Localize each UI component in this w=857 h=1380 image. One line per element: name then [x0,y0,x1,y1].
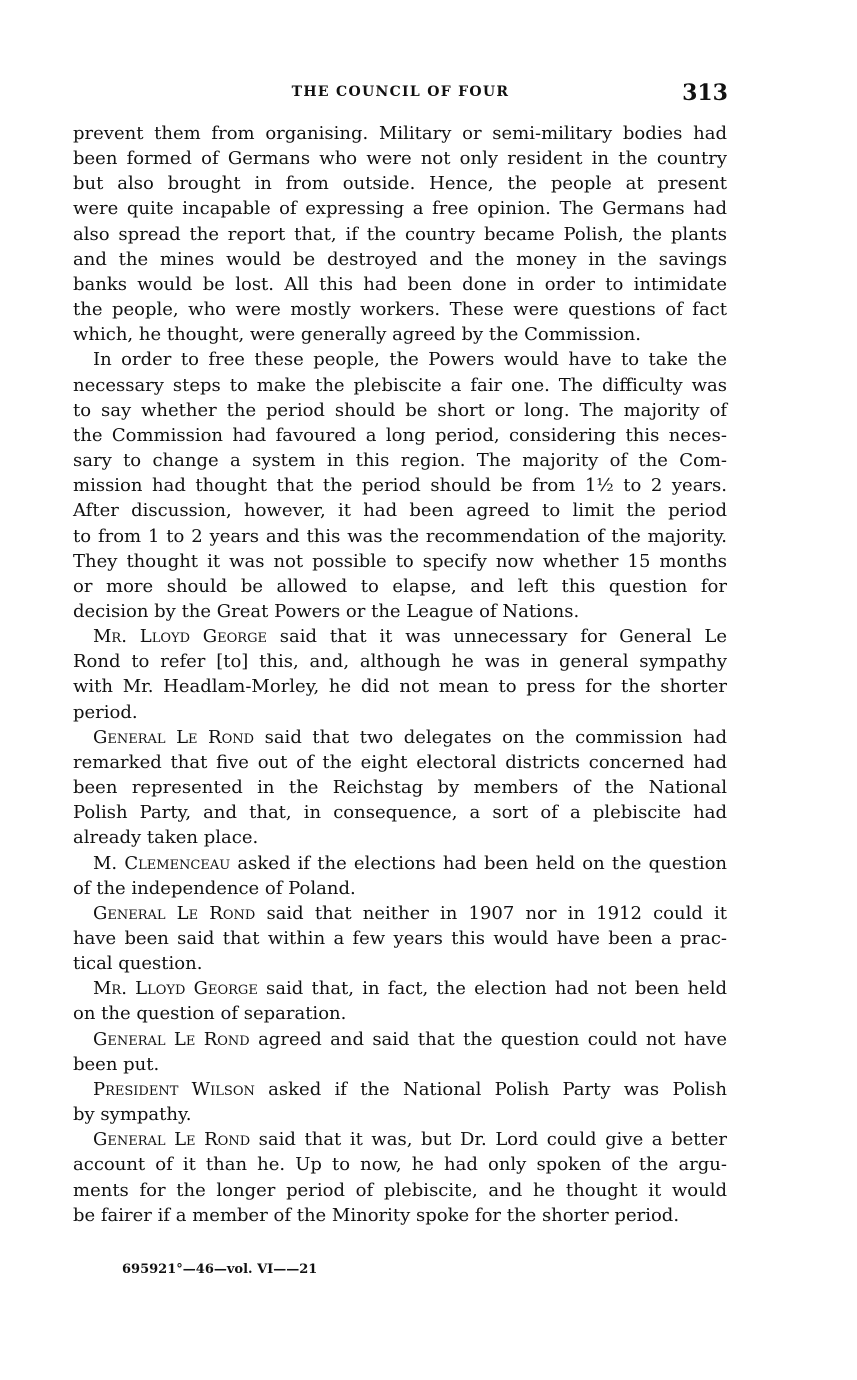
speaker-name: General Le Rond [93,1129,251,1151]
printer-signature: 695921°—46—vol. VI——21 [122,1262,318,1277]
text-line: necessary steps to make the plebiscite a fair one. The difficulty was [73,374,727,396]
text-line [73,1027,727,1052]
text-run: said that it was unnecessary for General Le [266,626,727,648]
running-title: THE COUNCIL OF FOUR [291,84,510,100]
text-line: have been said that within a few years this would have been a prac- [73,928,727,949]
paragraph [73,347,727,624]
text-line: In order to free these people, the Powers would have to take the [93,349,727,371]
text-line [73,976,727,1001]
text-line: banks would be lost. All this had been done in order to intimidate [73,273,727,295]
paragraph [73,976,727,1026]
text-line: After discussion, however, it had been agreed to limit the period [73,500,727,522]
text-run: said that it was, but Dr. Lord could give a better [250,1129,727,1151]
text-line: be fairer if a member of the Minority spoke for the shorter period. [73,1204,680,1226]
speaker-name: General Le Rond [93,902,256,924]
text-run: asked if the National Polish Party was Polish [254,1078,728,1100]
text-line: of the independence of Poland. [73,877,356,899]
page-number: 313 [682,80,728,106]
text-line: been put. [73,1053,160,1075]
text-line: which, he thought, were generally agreed by the Commission. [73,324,641,346]
text-line: period. [73,701,138,723]
text-run: said that, in fact, the election had not been held [257,978,727,1000]
text-line [73,624,727,649]
paragraph [73,624,727,725]
text-line: sary to change a system in this region. The majority of the Com- [73,450,727,472]
speaker-name: Mr. Lloyd George [93,626,267,648]
text-line: and the mines would be destroyed and the money in the savings [73,248,727,270]
text-run: said that two delegates on the commission had [254,726,728,748]
text-run: M. [93,852,125,874]
text-line: or more should be allowed to elapse, and left this question for [73,575,727,597]
body-text [73,121,727,1228]
text-line: the Commission had favoured a long period, considering this neces- [73,424,727,446]
text-line: to from 1 to 2 years and this was the recommendation of the majority. [73,525,727,547]
text-line: decision by the Great Powers or the League of Nations. [73,600,580,622]
text-line: account of it than he. Up to now, he had only spoken of the argu- [73,1154,727,1176]
text-line: to say whether the period should be short or long. The majority of [73,399,727,421]
speaker-name: Mr. Lloyd George [93,978,258,1000]
text-line: remarked that five out of the eight electoral districts concerned had [73,751,727,773]
text-line: already taken place. [73,827,259,849]
running-header [73,80,728,108]
text-line: mission had thought that the period should be from 1½ to 2 years. [73,475,727,497]
text-line: were quite incapable of expressing a free opinion. The Germans had [73,198,727,220]
text-line [73,851,727,876]
paragraph [73,1027,727,1077]
speaker-name: President Wilson [93,1078,255,1100]
text-line: but also brought in from outside. Hence, the people at present [73,173,727,195]
paragraph [73,1127,727,1228]
paragraph [73,1077,727,1127]
text-line: on the question of separation. [73,1003,347,1025]
text-line: tical question. [73,953,203,975]
paragraph [73,725,727,851]
text-line: ments for the longer period of plebiscite, and he thought it would [73,1179,727,1201]
text-line: They thought it was not possible to specify now whether 15 months [73,550,727,572]
text-line: been formed of Germans who were not only resident in the country [73,148,727,170]
text-run: agreed and said that the question could not have [249,1028,728,1050]
text-run: said that neither in 1907 nor in 1912 could it [255,902,728,924]
paragraph [73,901,727,976]
paragraph [73,121,727,347]
text-line [73,901,727,926]
text-line: with Mr. Headlam-Morley, he did not mean to press for the shorter [73,676,727,698]
text-line [73,1127,727,1152]
text-line: by sympathy. [73,1104,192,1126]
speaker-name: General Le Rond [93,1028,250,1050]
text-line: the people, who were mostly workers. These were questions of fact [73,299,727,321]
text-line [73,725,727,750]
text-line: prevent them from organising. Military or semi-military bodies had [73,123,727,144]
text-line: been represented in the Reichstag by members of the National [73,777,727,799]
text-line: also spread the report that, if the country became Polish, the plants [73,223,727,245]
text-line [73,1077,727,1102]
text-line: Rond to refer [to] this, and, although he was in general sympathy [73,651,727,673]
paragraph [73,851,727,901]
speaker-name: Clemenceau [124,852,231,874]
speaker-name: General Le Rond [93,726,255,748]
text-line: Polish Party, and that, in consequence, a sort of a plebiscite had [73,802,727,824]
text-run: asked if the elections had been held on the question [230,852,728,874]
